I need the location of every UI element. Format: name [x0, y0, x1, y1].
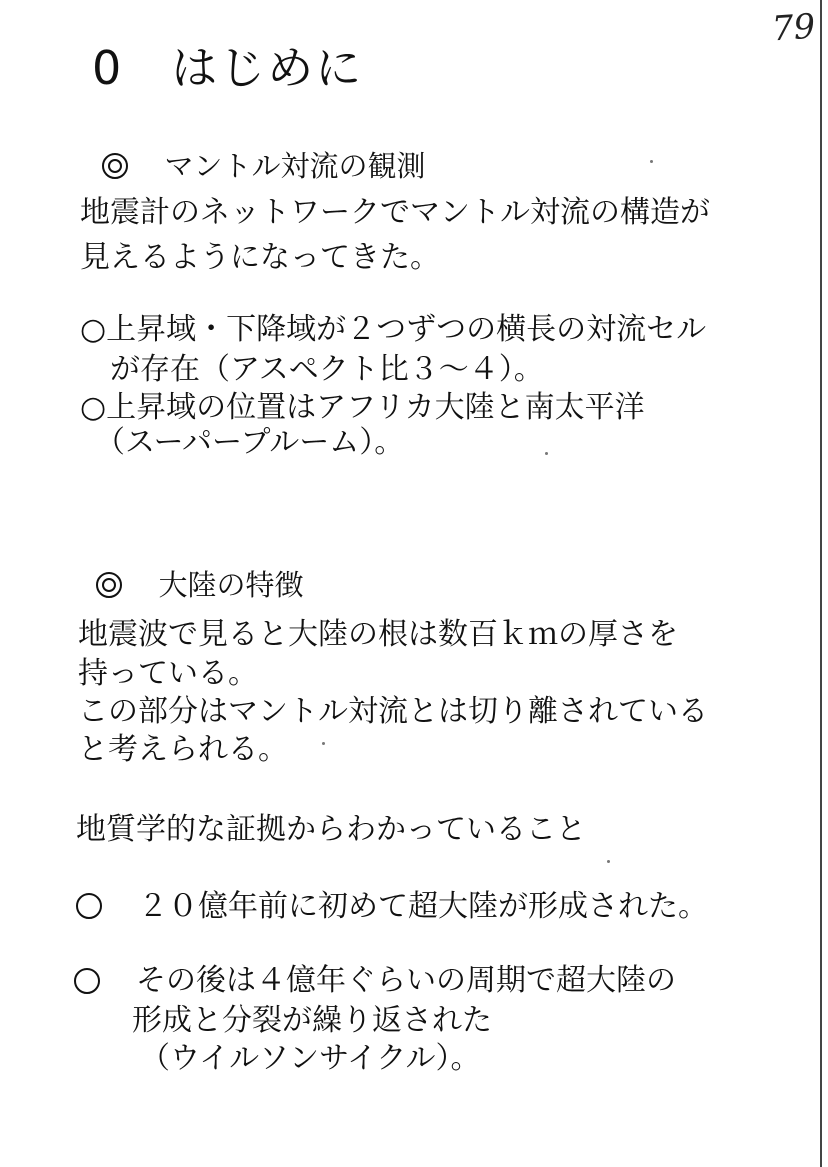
scan-speck: [545, 452, 548, 455]
list-item-line: その後は４億年ぐらいの周期で超大陸の: [136, 963, 676, 998]
scan-speck: [650, 160, 653, 163]
section-heading-text: マントル対流の観測: [164, 149, 426, 183]
page-title: 0 はじめに: [92, 41, 364, 95]
circle-bullet-icon: [74, 968, 100, 994]
list-item-line: （スーパープルーム）。: [80, 425, 405, 460]
list-item-line: ○上昇域の位置はアフリカ大陸と南太平洋: [80, 390, 645, 425]
circle-bullet-icon: [76, 893, 102, 919]
double-circle-icon: [96, 572, 122, 598]
list-item-line: （ウイルソンサイクル）。: [140, 1041, 481, 1076]
list-item-line: ○上昇域・下降域が２つずつの横長の対流セル: [80, 312, 707, 347]
paragraph-line: 地震計のネットワークでマントル対流の構造が: [80, 195, 710, 230]
section-heading-mantle: [84, 123, 425, 181]
list-item-line: 形成と分裂が繰り返された: [132, 1003, 492, 1038]
list-item-line: が存在（アスペクト比３～４）。: [80, 352, 544, 387]
section-heading-continents: [78, 542, 303, 600]
double-circle-icon: [102, 153, 128, 179]
section-heading-text: 大陸の特徴: [158, 568, 304, 602]
page-number: 79: [770, 6, 817, 50]
paragraph-line: と考えられる。: [78, 732, 288, 767]
scan-edge-line: [820, 0, 822, 1167]
paragraph-line: 地震波で見ると大陸の根は数百ｋｍの厚さを: [78, 617, 678, 652]
paragraph-line: 見えるようになってきた。: [80, 240, 440, 275]
paragraph-line: 持っている。: [78, 656, 258, 691]
list-item-line: ２０億年前に初めて超大陸が形成された。: [138, 889, 708, 924]
paragraph-line: 地質学的な証拠からわかっていること: [76, 812, 586, 847]
paragraph-line: この部分はマントル対流とは切り離されている: [78, 694, 708, 729]
scan-speck: [322, 742, 325, 745]
scan-speck: [607, 860, 610, 863]
